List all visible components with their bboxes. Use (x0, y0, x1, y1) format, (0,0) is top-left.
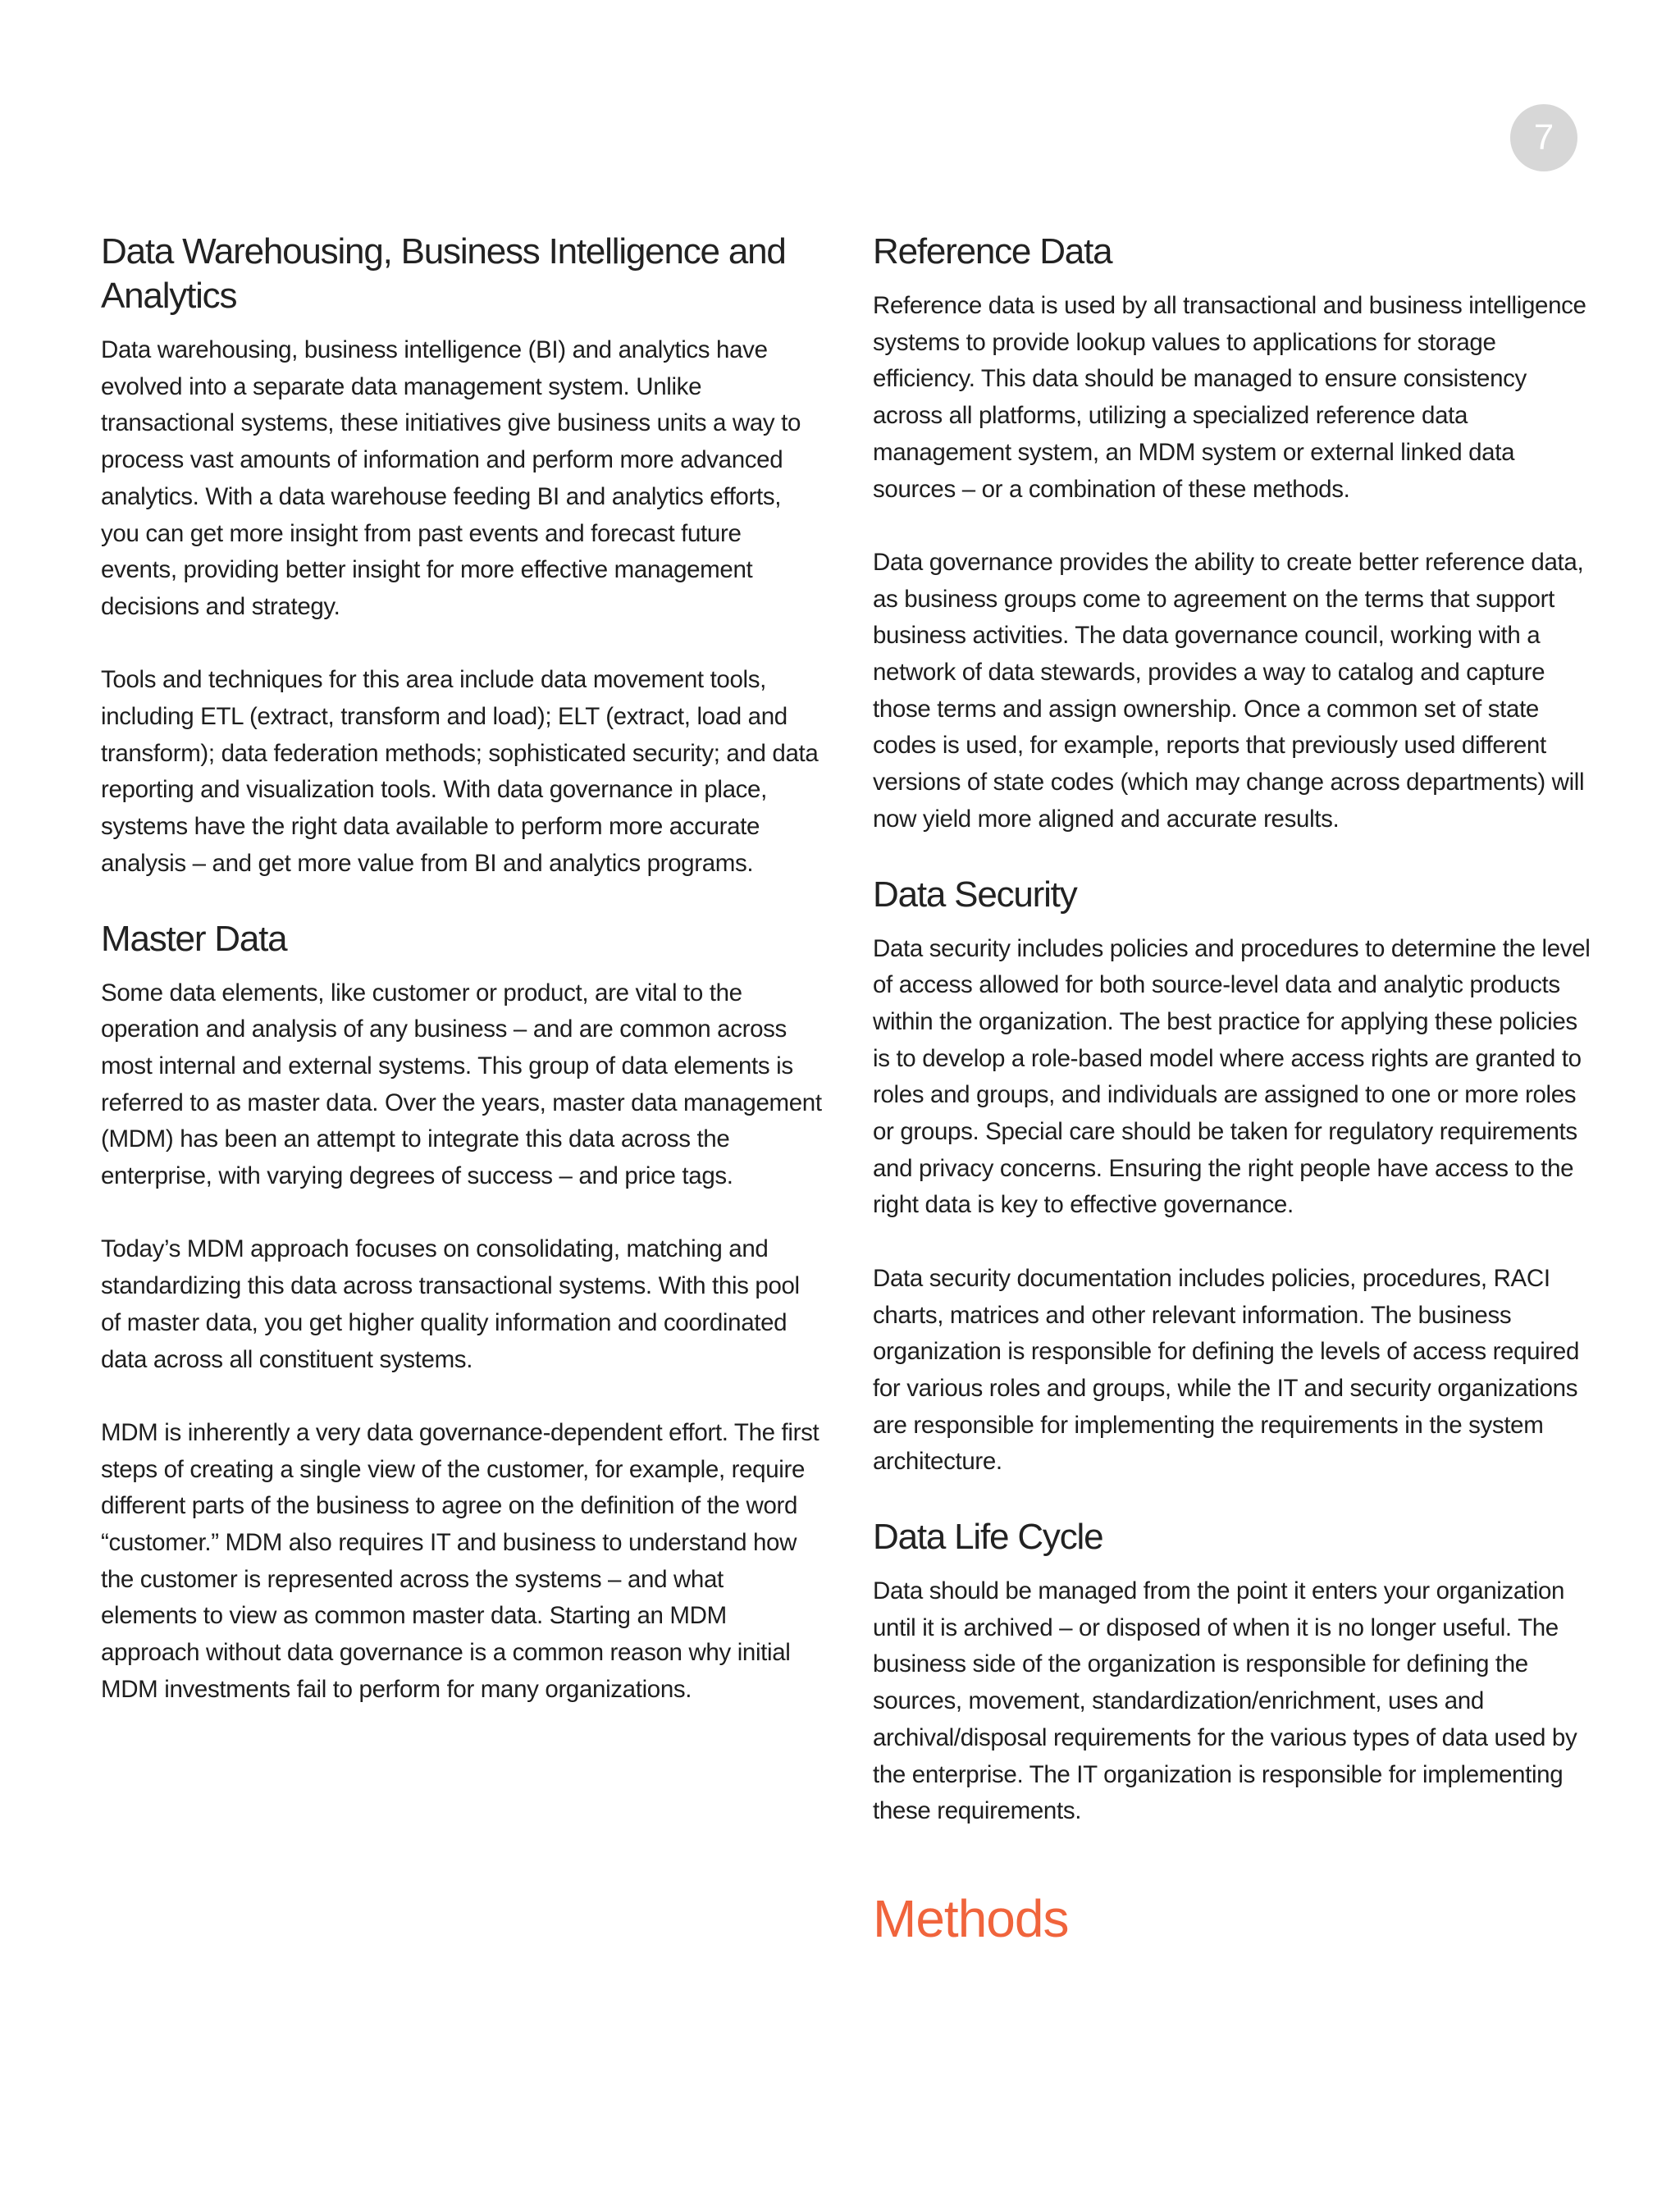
section-heading-data-security: Data Security (873, 874, 1077, 915)
left-column (101, 230, 823, 1709)
paragraph: MDM is inherently a very data governance-dependent effort. The first steps of creating a single view of the customer, for example, require different parts of the business to agree on the definition of the word “customer.” MDM also requires IT and business to understand how the customer is represented across the systems – and what elements to view as common master data. Starting an MDM approach without data governance is a common reason why initial MDM investments fail to perform for many organizations. (101, 1418, 819, 1703)
section-heading-data-warehousing: Data Warehousing, Business Intelligence and Analytics (101, 231, 786, 316)
section-heading-data-life-cycle: Data Life Cycle (873, 1517, 1103, 1558)
paragraph: Today’s MDM approach focuses on consolidating, matching and standardizing this data across transactional systems. With this pool of master data, you get higher quality information and coordinated data across all constituent systems. (101, 1235, 800, 1373)
paragraph: Tools and techniques for this area include data movement tools, including ETL (extract, transform and load); ELT (extract, load and transform); data federation methods; sophisticated security; and data reporting and visualization tools. With data governance in place, systems have the right data available to perform more accurate analysis – and get more value from BI and analytics programs. (101, 666, 819, 877)
paragraph: Data should be managed from the point it enters your organization until it is archived – or disposed of when it is no longer useful. The business side of the organization is responsible for defining the sources, movement, standardization/enrichment, uses and archival/disposal requirements for the various types of data used by the enterprise. The IT organization is responsible for implementing these requirements. (873, 1577, 1577, 1825)
page-number-badge: 7 (1510, 104, 1577, 171)
paragraph: Data governance provides the ability to create better reference data, as business groups come to agreement on the terms that support business activities. The data governance council, working with a network of data stewards, provides a way to catalog and capture those terms and assign ownership. Once a common set of state codes is used, for example, reports that previously used different versions of state codes (which may change across departments) will now yield more aligned and accurate results. (873, 548, 1585, 833)
paragraph: Data security documentation includes policies, procedures, RACI charts, matrices and other relevant information. The business organization is responsible for defining the levels of access required for various roles and groups, while the IT and security organizations are responsible for implementing the requirements in the system architecture. (873, 1264, 1580, 1476)
paragraph: Reference data is used by all transactional and business intelligence systems to provide lookup values to applications for storage efficiency. This data should be managed to ensure consistency across all platforms, utilizing a specialized reference data management system, an MDM system or external linked data sources – or a combination of these methods. (873, 292, 1586, 503)
paragraph: Data warehousing, business intelligence (BI) and analytics have evolved into a separate data management system. Unlike transactional systems, these initiatives give business units a way to process vast amounts of information and perform more advanced analytics. With a data warehouse feeding BI and analytics efforts, you can get more insight from past events and forecast future events, providing better insight for more effective management decisions and strategy. (101, 336, 801, 620)
paragraph: Data security includes policies and procedures to determine the level of access allowed for both source-level data and analytic products within the organization. The best practice for applying these policies is to develop a role-based model where access rights are granted to roles and groups, and individuals are assigned to one or more roles or groups. Special care should be taken for regulatory requirements and privacy concerns. Ensuring the right people have access to the right data is key to effective governance. (873, 934, 1591, 1219)
right-column (873, 230, 1595, 1950)
section-heading-reference-data: Reference Data (873, 231, 1112, 272)
paragraph: Some data elements, like customer or product, are vital to the operation and analysis of any business – and are common across most internal and external systems. This group of data elements is referred to as master data. Over the years, master data management (MDM) has been an attempt to integrate this data across the enterprise, with varying degrees of success – and price tags. (101, 979, 822, 1190)
methods-heading: Methods (873, 1888, 1069, 1948)
section-heading-master-data: Master Data (101, 918, 287, 959)
